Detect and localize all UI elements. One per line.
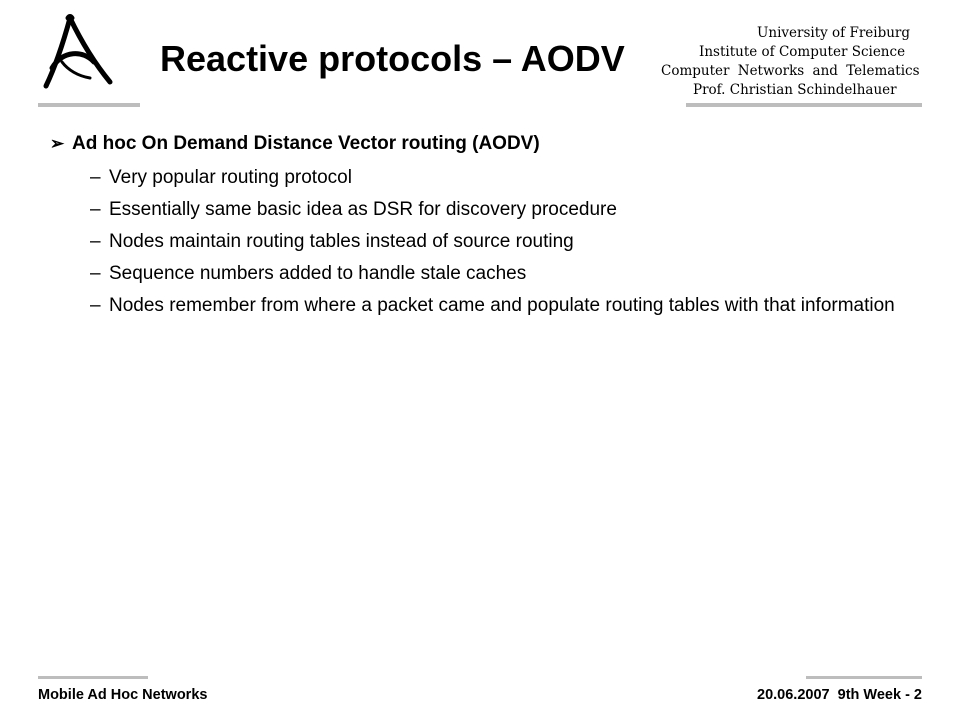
sub-bullet-text: Very popular routing protocol: [109, 167, 352, 188]
sub-bullet-text: Nodes maintain routing tables instead of source routing: [109, 231, 574, 252]
institution-professor: Prof. Christian Schindelhauer: [693, 82, 897, 98]
header-rule-left: [38, 103, 140, 107]
header-rule-right: [686, 103, 922, 107]
main-bullet: [50, 131, 910, 157]
dash-marker: –: [90, 199, 101, 220]
sub-bullet-list: [50, 165, 910, 318]
footer-rule-right: [806, 676, 922, 679]
sub-bullet-text: Essentially same basic idea as DSR for discovery procedure: [109, 199, 617, 220]
dash-marker: –: [90, 263, 101, 284]
institution-institute: Institute of Computer Science: [699, 44, 906, 60]
slide-content: [50, 131, 910, 325]
institution-department: Computer Networks and Telematics: [661, 63, 920, 79]
footer-date-week: 20.06.2007 9th Week - 2: [757, 687, 922, 703]
footer-rule-left: [38, 676, 148, 679]
sub-bullet: [90, 261, 910, 286]
institution-university: University of Freiburg: [757, 25, 911, 41]
sub-bullet: [90, 165, 910, 190]
sub-bullet-text: Sequence numbers added to handle stale caches: [109, 263, 527, 284]
footer-course: Mobile Ad Hoc Networks: [38, 687, 208, 703]
sub-bullet: [90, 197, 910, 222]
main-bullet-text: Ad hoc On Demand Distance Vector routing (AODV): [72, 133, 540, 154]
dash-marker: –: [90, 167, 101, 188]
sub-bullet: [90, 229, 910, 254]
dash-marker: –: [90, 231, 101, 252]
institution-block: [661, 24, 921, 100]
university-logo-icon: [38, 10, 118, 92]
dash-marker: –: [90, 295, 101, 316]
sub-bullet: [90, 293, 910, 318]
slide-title: Reactive protocols – AODV: [160, 38, 625, 79]
sub-bullet-text: Nodes remember from where a packet came and populate routing tables with that information: [109, 295, 895, 316]
arrow-bullet-icon: ➢: [50, 134, 65, 153]
